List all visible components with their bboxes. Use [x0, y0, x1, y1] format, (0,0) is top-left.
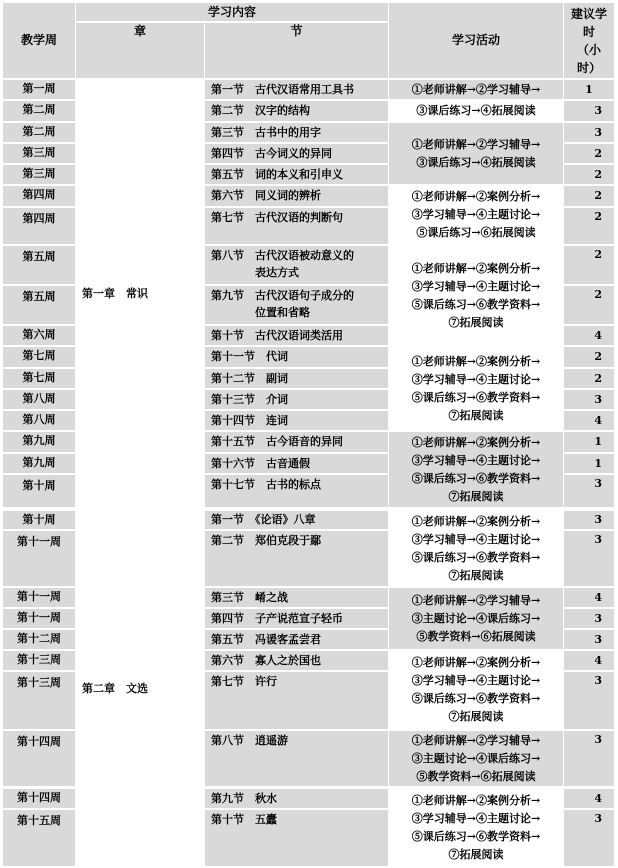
activity-line: ⑦拓展阅读	[448, 710, 504, 723]
section-title-line: 第十四节 连词	[211, 414, 288, 427]
activity-flow	[389, 588, 563, 649]
header-week: 教学周	[3, 3, 75, 78]
section-title-line: 第二节 郑伯克段于鄢	[211, 534, 321, 547]
section-title	[205, 390, 388, 409]
week-label: 第五周	[3, 246, 75, 284]
activity-line: ⑤课后练习→⑥教学资料→	[411, 390, 541, 404]
week-label: 第十一周	[3, 531, 75, 586]
activity-line: ③课后练习→④拓展阅读	[416, 104, 536, 117]
suggested-hours: 2	[564, 286, 614, 324]
activity-line: ⑦拓展阅读	[448, 489, 504, 503]
week-label: 第十四周	[3, 789, 75, 808]
suggested-hours: 4	[564, 411, 614, 430]
activity-line: ⑤课后练习→⑥教学资料→	[411, 550, 541, 564]
section-title	[205, 651, 388, 670]
section-title	[205, 609, 388, 628]
section-title	[205, 454, 388, 473]
section-title	[205, 810, 388, 866]
activity-line: ①老师讲解→②案例分析→	[411, 793, 541, 807]
activity-flow	[389, 731, 563, 786]
section-title	[205, 369, 388, 388]
week-label: 第三周	[3, 165, 75, 184]
section-title	[205, 475, 388, 507]
section-title	[205, 588, 388, 607]
section-title-line: 第九节 秋水	[211, 792, 277, 805]
activity-line: ③学习辅导→④主题讨论→	[411, 279, 541, 293]
activity-line: ⑤课后练习→⑥教学资料→	[411, 829, 541, 843]
activity-flow	[389, 186, 563, 244]
suggested-hours: 1	[564, 80, 614, 99]
activity-flow	[389, 80, 563, 99]
suggested-hours: 3	[564, 630, 614, 649]
suggested-hours: 3	[564, 609, 614, 628]
week-label: 第十四周	[3, 731, 75, 786]
activity-flow	[389, 101, 563, 121]
activity-line: ①老师讲解→②案例分析→	[411, 435, 541, 449]
week-label: 第七周	[3, 369, 75, 388]
week-label: 第九周	[3, 432, 75, 452]
activity-flow	[389, 246, 563, 345]
section-title	[205, 789, 388, 808]
suggested-hours: 3	[564, 390, 614, 409]
section-title	[205, 326, 388, 345]
activity-line: ③学习辅导→④主题讨论→	[411, 811, 541, 825]
week-label: 第一周	[3, 80, 75, 99]
week-label: 第十二周	[3, 630, 75, 649]
activity-line: ③主题讨论→④课后练习→	[411, 751, 541, 765]
chapter-2: 第二章 文选	[76, 511, 204, 866]
section-title	[205, 630, 388, 649]
suggested-hours: 4	[564, 326, 614, 345]
section-title-line: 第七节 古代汉语的判断句	[211, 211, 343, 224]
activity-flow	[389, 347, 563, 430]
section-title	[205, 80, 388, 99]
suggested-hours: 3	[564, 511, 614, 529]
suggested-hours: 2	[564, 246, 614, 284]
section-title	[205, 186, 388, 206]
week-label: 第三周	[3, 144, 75, 163]
suggested-hours: 1	[564, 432, 614, 452]
activity-line: ①老师讲解→②案例分析→	[411, 261, 541, 275]
suggested-hours: 2	[564, 144, 614, 163]
activity-line: ①老师讲解→②案例分析→	[411, 656, 541, 669]
activity-line: ③学习辅导→④主题讨论→	[411, 372, 541, 386]
section-title-line: 第十六节 古音通假	[211, 457, 310, 470]
activity-line: ③学习辅导→④主题讨论→	[411, 532, 541, 546]
section-title-line: 第五节 词的本义和引申义	[211, 168, 343, 181]
section-title-line: 第八节 古代汉语被动意义的	[211, 249, 354, 262]
activity-line: ⑤课后练习→⑥教学资料→	[411, 297, 541, 311]
week-label: 第九周	[3, 454, 75, 473]
header-hours-line: 时）	[576, 60, 601, 75]
section-title-line: 第七节 许行	[211, 675, 277, 688]
section-title	[205, 511, 388, 529]
suggested-hours: 3	[564, 672, 614, 729]
suggested-hours: 2	[564, 347, 614, 367]
week-label: 第十一周	[3, 588, 75, 607]
section-title-line: 第三节 崤之战	[211, 591, 288, 604]
section-title-line: 第六节 寡人之於国也	[211, 654, 321, 667]
section-title-line: 第五节 冯谖客孟尝君	[211, 633, 321, 646]
activity-line: ③主题讨论→④课后练习→	[411, 611, 541, 625]
header-section: 节	[205, 23, 388, 78]
suggested-hours: 3	[564, 475, 614, 507]
section-title-line: 第一节 古代汉语常用工具书	[211, 83, 354, 96]
activity-line: ①老师讲解→②学习辅导→	[411, 733, 541, 747]
activity-line: ⑤课后练习→⑥教学资料→	[411, 692, 541, 705]
week-label: 第四周	[3, 208, 75, 244]
section-title-line: 第六节 同义词的辨析	[211, 189, 321, 202]
section-title-line: 第二节 汉字的结构	[211, 104, 310, 117]
header-activity: 学习活动	[389, 3, 563, 78]
suggested-hours: 2	[564, 208, 614, 244]
header-hours-line: 时	[582, 24, 595, 39]
week-label: 第二周	[3, 101, 75, 121]
section-title	[205, 123, 388, 142]
section-title-line: 位置和省略	[211, 306, 310, 319]
activity-line: ⑤教学资料→⑥拓展阅读	[416, 769, 536, 783]
week-label: 第十三周	[3, 672, 75, 729]
activity-line: ⑦拓展阅读	[448, 847, 504, 861]
section-title-line: 第十节 五蠹	[211, 813, 277, 826]
activity-flow	[389, 432, 563, 507]
activity-flow	[389, 789, 563, 866]
week-label: 第七周	[3, 347, 75, 367]
activity-line: ⑦拓展阅读	[448, 408, 504, 422]
suggested-hours: 3	[564, 810, 614, 866]
section-title-line: 第十一节 代词	[211, 350, 288, 363]
chapter-1: 第一章 常识	[76, 80, 204, 507]
section-title-line: 第四节 子产说范宣子轻币	[211, 612, 343, 625]
section-title-line: 第一节 《论语》八章	[211, 513, 316, 526]
week-label: 第十五周	[3, 810, 75, 866]
activity-flow	[389, 123, 563, 184]
header-hours	[564, 3, 614, 78]
activity-line: ①老师讲解→②学习辅导→	[411, 82, 541, 96]
week-label: 第十周	[3, 511, 75, 529]
week-label: 第十一周	[3, 609, 75, 628]
week-label: 第六周	[3, 326, 75, 345]
suggested-hours: 1	[564, 454, 614, 473]
activity-line: ①老师讲解→②案例分析→	[411, 190, 541, 203]
activity-flow	[389, 651, 563, 729]
activity-line: ①老师讲解→②学习辅导→	[411, 593, 541, 607]
week-label: 第十三周	[3, 651, 75, 670]
section-title	[205, 672, 388, 729]
week-label: 第十周	[3, 475, 75, 507]
section-title-line: 表达方式	[211, 266, 299, 279]
section-title	[205, 101, 388, 121]
section-title-line: 第九节 古代汉语句子成分的	[211, 289, 354, 302]
section-title	[205, 411, 388, 430]
activity-line: ③学习辅导→④主题讨论→	[411, 674, 541, 687]
activity-line: ③学习辅导→④主题讨论→	[411, 453, 541, 467]
suggested-hours: 2	[564, 165, 614, 184]
section-title	[205, 286, 388, 324]
suggested-hours: 4	[564, 651, 614, 670]
suggested-hours: 2	[564, 186, 614, 206]
suggested-hours: 3	[564, 123, 614, 142]
activity-line: ①老师讲解→②案例分析→	[411, 514, 541, 528]
suggested-hours: 3	[564, 101, 614, 121]
section-title-line: 第三节 古书中的用字	[211, 126, 321, 139]
section-title-line: 第十节 古代汉语词类活用	[211, 329, 343, 342]
suggested-hours: 2	[564, 369, 614, 388]
week-label: 第四周	[3, 186, 75, 206]
section-title-line: 第十五节 古今语音的异同	[211, 435, 343, 448]
suggested-hours: 3	[564, 731, 614, 786]
week-label: 第二周	[3, 123, 75, 142]
suggested-hours: 4	[564, 789, 614, 808]
activity-line: ⑤课后练习→⑥拓展阅读	[416, 226, 536, 239]
section-title	[205, 246, 388, 284]
activity-flow	[389, 511, 563, 586]
week-label: 第五周	[3, 286, 75, 324]
section-title	[205, 531, 388, 586]
section-title	[205, 208, 388, 244]
section-title	[205, 144, 388, 163]
activity-line: ③学习辅导→④主题讨论→	[411, 208, 541, 221]
section-title-line: 第十二节 副词	[211, 372, 288, 385]
section-title	[205, 731, 388, 786]
week-label: 第八周	[3, 411, 75, 430]
suggested-hours: 3	[564, 531, 614, 586]
section-title-line: 第十三节 介词	[211, 393, 288, 406]
section-title-line: 第八节 逍遥游	[211, 734, 288, 747]
suggested-hours: 4	[564, 588, 614, 607]
header-hours-line: （小	[576, 42, 601, 57]
header-content: 学习内容	[76, 3, 388, 21]
header-chapter: 章	[76, 23, 204, 78]
activity-line: ⑦拓展阅读	[448, 568, 504, 582]
activity-line: ①老师讲解→②学习辅导→	[411, 137, 541, 151]
header-hours-line: 建议学	[570, 6, 607, 21]
activity-line: ③课后练习→④拓展阅读	[416, 155, 536, 169]
activity-line: ⑦拓展阅读	[448, 315, 504, 329]
activity-line: ①老师讲解→②案例分析→	[411, 354, 541, 368]
activity-line: ⑤教学资料→⑥拓展阅读	[416, 629, 536, 643]
section-title-line: 第四节 古今词义的异同	[211, 147, 332, 160]
section-title	[205, 347, 388, 367]
week-label: 第八周	[3, 390, 75, 409]
section-title	[205, 432, 388, 452]
section-title	[205, 165, 388, 184]
section-title-line: 第十七节 古书的标点	[211, 478, 321, 491]
activity-line: ⑤课后练习→⑥教学资料→	[411, 471, 541, 485]
